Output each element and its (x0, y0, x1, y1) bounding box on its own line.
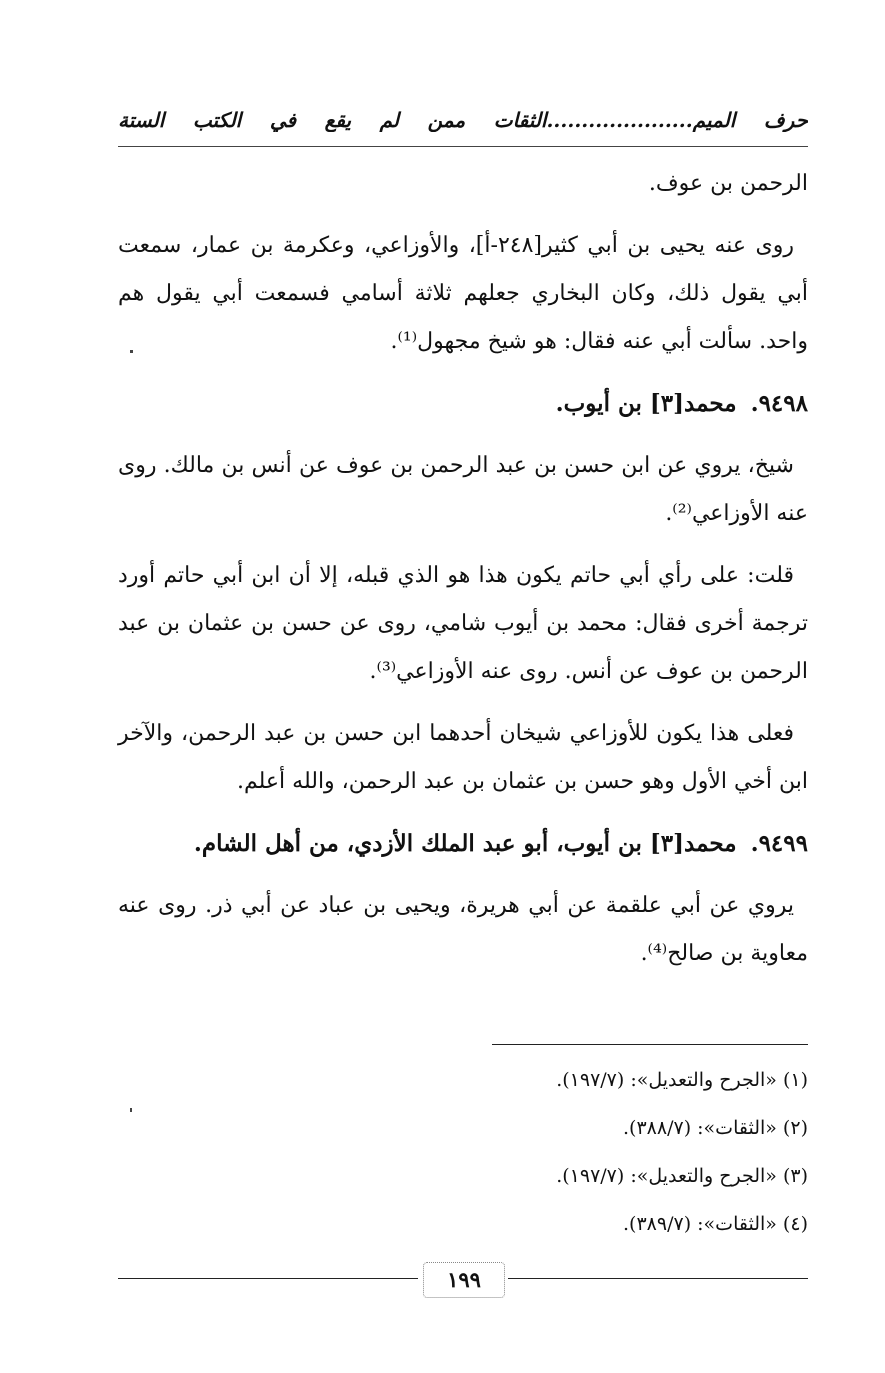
footnotes (118, 1056, 808, 1248)
footnote-3: (٣) «الجرح والتعديل»: (١٩٧/٧). (556, 1165, 808, 1187)
running-head: حرف الميم.....................الثقات ممن لم يقع في الكتب الستة (118, 108, 808, 132)
footnote-4: (٤) «الثقات»: (٣٨٩/٧). (623, 1213, 808, 1235)
paragraph: قلت: على رأي أبي حاتم يكون هذا هو الذي قبله، إلا أن ابن أبي حاتم أورد ترجمة أخرى فقال: محمد بن أيوب شامي، روى عن حسن بن عثمان بن عبد الرحمن بن عوف عن أنس. روى عنه الأوزاعي⁽³⁾. (118, 563, 808, 684)
footer-rule-right (508, 1278, 808, 1279)
paragraph-continuation: الرحمن بن عوف. (648, 171, 808, 196)
scan-speck (130, 1108, 132, 1112)
header-rule (118, 146, 808, 147)
page-number-footer (118, 1262, 808, 1302)
entry-heading-9499 (118, 820, 808, 868)
footer-rule-left (118, 1278, 418, 1279)
entry-number: ٩٤٩٩. (750, 830, 808, 857)
entry-title: محمد[٣] بن أيوب، أبو عبد الملك الأزدي، من أهل الشام. (193, 830, 737, 857)
page-number: ١٩٩ (423, 1262, 505, 1298)
paragraph: روى عنه يحيى بن أبي كثير[٢٤٨-أ]، والأوزاعي، وعكرمة بن عمار، سمعت أبي يقول ذلك، وكان البخاري جعلهم ثلاثة أسامي فسمعت أبي يقول هم واحد. سألت أبي عنه فقال: هو شيخ مجهول⁽¹⁾. (118, 233, 808, 354)
entry-number: ٩٤٩٨. (750, 390, 808, 417)
paragraph: يروي عن أبي علقمة عن أبي هريرة، ويحيى بن عباد عن أبي ذر. روى عنه معاوية بن صالح⁽⁴⁾. (118, 893, 808, 966)
footnote-1: (١) «الجرح والتعديل»: (١٩٧/٧). (556, 1069, 808, 1091)
scan-speck (130, 350, 133, 353)
footnote-2: (٢) «الثقات»: (٣٨٨/٧). (623, 1117, 808, 1139)
entry-title: محمد[٣] بن أيوب. (555, 390, 737, 417)
entry-heading-9498 (118, 380, 808, 428)
footnotes-rule (492, 1044, 808, 1045)
body-text (118, 160, 808, 992)
paragraph: فعلى هذا يكون للأوزاعي شيخان أحدهما ابن حسن بن عبد الرحمن، والآخر ابن أخي الأول وهو حسن بن عثمان بن عبد الرحمن، والله أعلم. (118, 721, 808, 794)
paragraph: شيخ، يروي عن ابن حسن بن عبد الرحمن بن عوف عن أنس بن مالك. روى عنه الأوزاعي⁽²⁾. (118, 453, 808, 526)
